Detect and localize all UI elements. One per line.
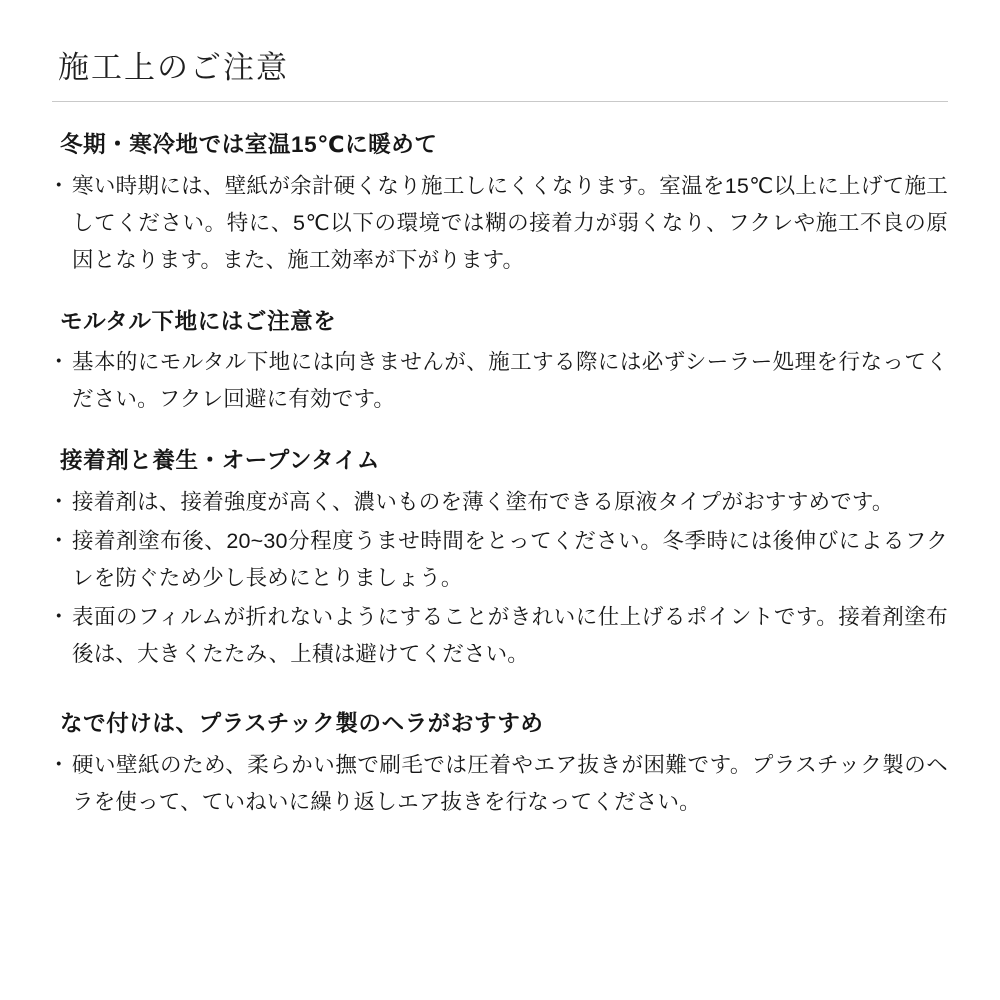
section-bullet-list bbox=[52, 747, 948, 821]
list-item: ・ 硬い壁紙のため、柔らかい撫で刷毛では圧着やエア抜きが困難です。プラスチック製のヘラを使って、ていねいに繰り返しエア抜きを行なってください。 bbox=[52, 747, 948, 821]
section-heading: モルタル下地にはご注意を bbox=[60, 308, 337, 334]
section-bullet-list bbox=[52, 344, 948, 418]
list-item: ・ 接着剤塗布後、20~30分程度うませ時間をとってください。冬季時には後伸びによるフクレを防ぐため少し長めにとりましょう。 bbox=[52, 523, 948, 597]
list-item: ・ 接着剤は、接着強度が高く、濃いものを薄く塗布できる原液タイプがおすすめです。 bbox=[52, 484, 948, 521]
section-heading: 冬期・寒冷地では室温15℃に暖めて bbox=[60, 132, 438, 157]
section-spatula bbox=[52, 707, 948, 821]
list-item: ・ 表面のフィルムが折れないようにすることがきれいに仕上げるポイントです。接着剤塗布後は、大きくたたみ、上積は避けてください。 bbox=[52, 599, 948, 673]
list-item: ・ 寒い時期には、壁紙が余計硬くなり施工しにくくなります。室温を15℃以上に上げて施工してください。特に、5℃以下の環境では糊の接着力が弱くなり、フクレや施工不良の原因となります。また、施工効率が下がります。 bbox=[52, 168, 948, 279]
section-heading: なで付けは、プラスチック製のヘラがおすすめ bbox=[60, 710, 544, 736]
list-item: ・ 基本的にモルタル下地には向きませんが、施工する際には必ずシーラー処理を行なってください。フクレ回避に有効です。 bbox=[52, 344, 948, 418]
section-adhesive bbox=[52, 444, 948, 673]
title-divider bbox=[52, 101, 948, 102]
section-mortar bbox=[52, 305, 948, 419]
section-bullet-list bbox=[52, 168, 948, 279]
section-bullet-list bbox=[52, 484, 948, 673]
section-winter bbox=[52, 128, 948, 279]
page-title: 施工上のご注意 bbox=[58, 50, 289, 85]
section-heading: 接着剤と養生・オープンタイム bbox=[60, 448, 381, 474]
